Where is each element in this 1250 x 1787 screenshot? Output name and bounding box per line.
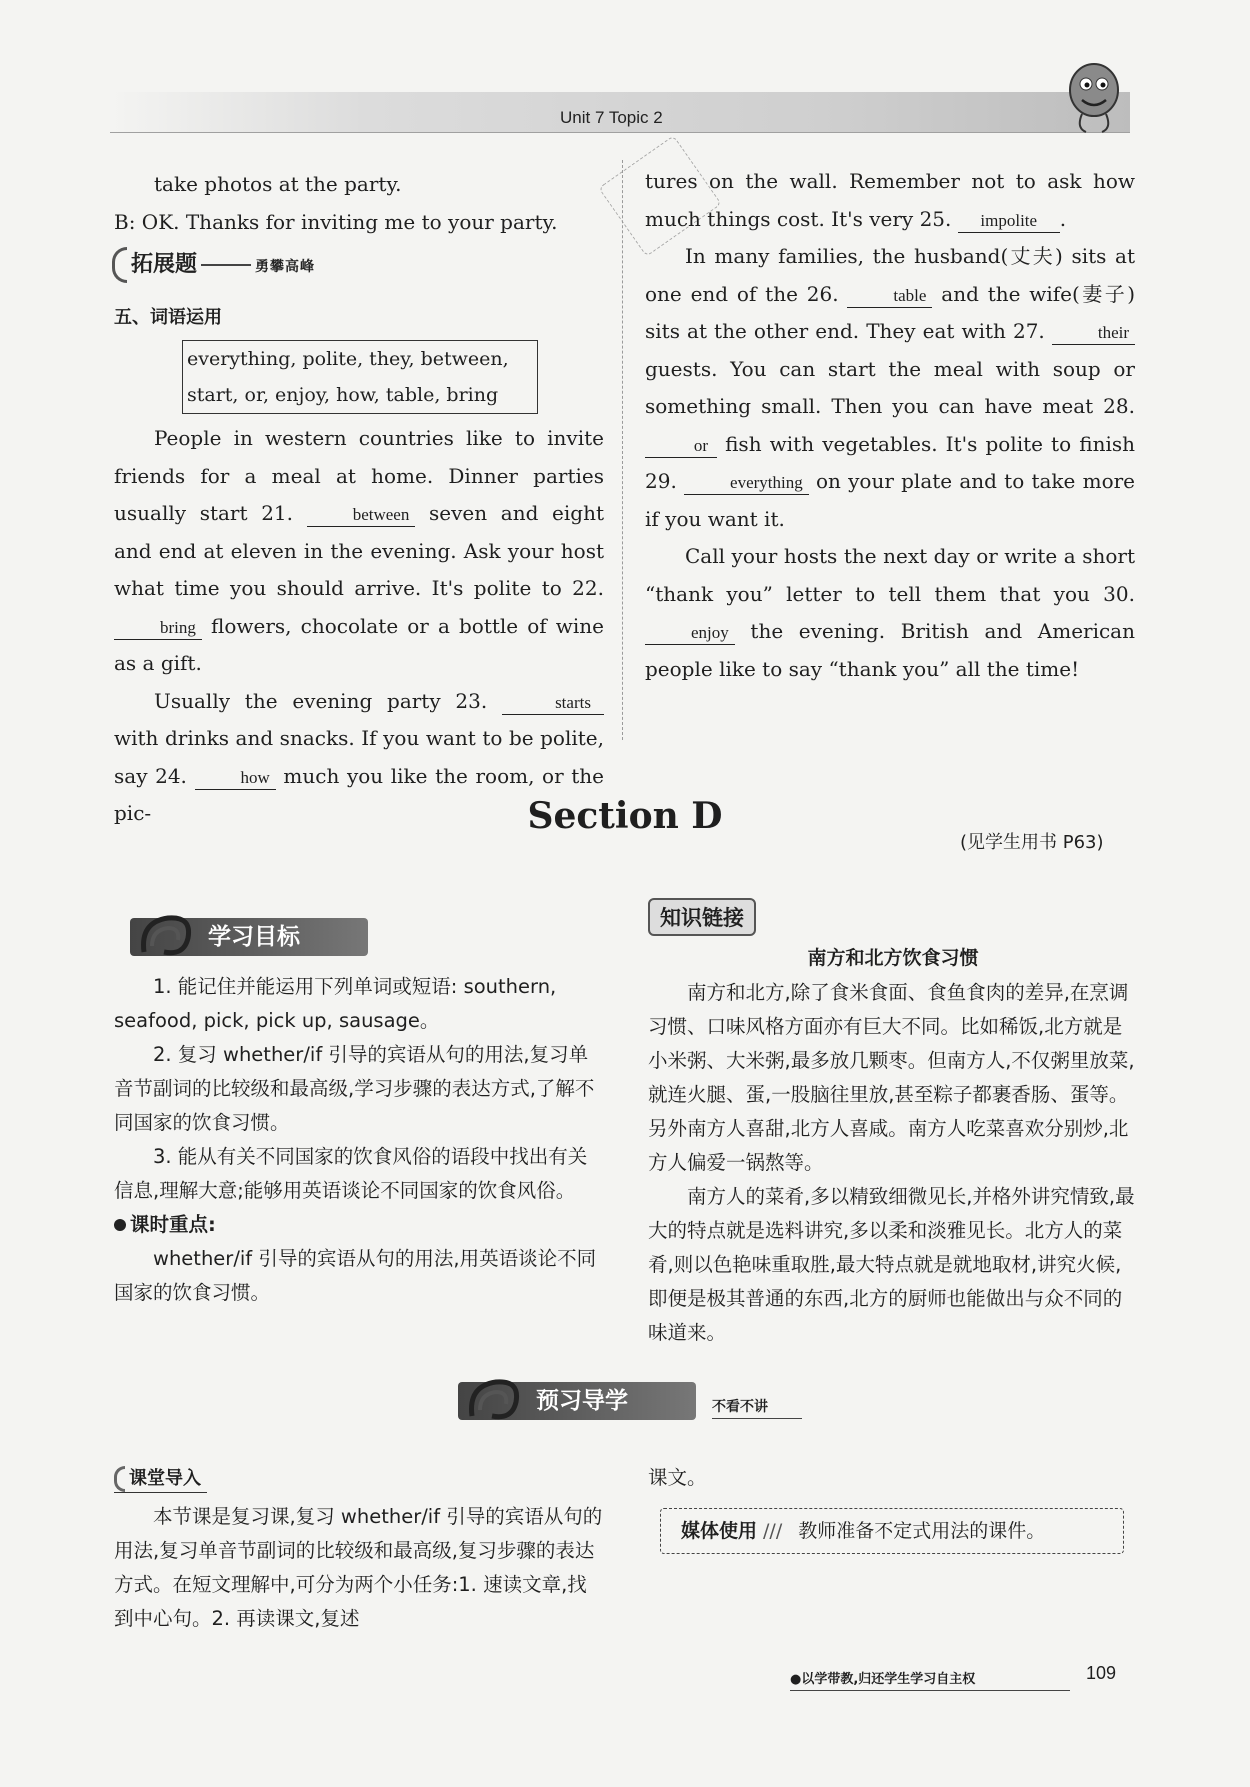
swirl-icon — [466, 1376, 522, 1426]
goal-item: 3. 能从有关不同国家的饮食风俗的语段中找出有关信息,理解大意;能够用英语谈论不同国家的饮食风俗。 — [114, 1145, 588, 1202]
passage-text: Call your hosts the next day or write a short “thank you” letter to tell them that you 30. — [645, 544, 1135, 606]
mascot-icon — [1062, 56, 1126, 136]
section-reference: (见学生用书 P63) — [960, 832, 1104, 853]
answer-blank-25: impolite — [958, 210, 1060, 233]
knowledge-paragraph: 南方人的菜肴,多以精致细微见长,并格外讲究情致,最大的特点就是选料讲究,多以柔和淡雅见长。北方人的菜肴,则以色艳味重取胜,最大特点就是就地取材,讲究火候,即便是极其普通的东西,北方的厨师也能做出与众不同的味道来。 — [648, 1185, 1135, 1344]
passage-text: guests. You can start the meal with soup or something small. Then you can have meat 28. — [645, 356, 1135, 418]
goal-item: 1. 能记住并能运用下列单词或短语: southern, seafood, pick, pick up, sausage。 — [114, 975, 557, 1032]
media-usage-box — [660, 1508, 1124, 1554]
word-box-line: everything, polite, they, between, — [187, 348, 509, 370]
media-usage-label: 媒体使用 — [681, 1520, 758, 1542]
extension-subtitle: 勇攀高峰 — [255, 259, 316, 275]
passage-text: much you like the room, or the pic- — [114, 763, 605, 825]
passage-paragraph: tures on the wall. Remember not to ask how much things cost. It's very 25. impolite . — [645, 169, 1135, 231]
answer-blank-28: or — [645, 435, 717, 458]
bracket-icon — [114, 1466, 125, 1492]
answer-blank-26: table — [847, 285, 932, 308]
passage-paragraph — [645, 238, 1135, 538]
passage-text: tures on the wall. Remember not to ask how much things cost. It's very 25. — [645, 169, 1135, 231]
passage-paragraph — [645, 538, 1135, 688]
class-intro-heading — [114, 1464, 207, 1493]
learning-goals-banner — [130, 918, 368, 956]
slash-icon: /// — [763, 1520, 783, 1542]
text-line: B: OK. Thanks for inviting me to your party. — [114, 209, 558, 234]
learning-goals-title: 学习目标 — [208, 924, 300, 950]
passage-text: with drinks and snacks. If you want to be polite, say 24. — [114, 726, 604, 788]
class-intro-title: 课堂导入 — [129, 1468, 201, 1489]
knowledge-paragraph: 南方和北方,除了食米食面、食鱼食肉的差异,在烹调习惯、口味风格方面亦有巨大不同。比如稀饭,北方就是小米粥、大米粥,最多放几颗枣。但南方人,不仅粥里放菜,就连火腿、蛋,一股脑往里放,甚至粽子都裹香肠、蛋等。另外南方人喜甜,北方人喜咸。南方人吃菜喜欢分别炒,北方人偏爱一锅熬等。 — [648, 981, 1135, 1174]
passage-text: and the wife(妻子) sits at the other end. They eat with 27. — [645, 281, 1136, 343]
knowledge-text — [648, 976, 1138, 1350]
answer-blank-24: how — [195, 767, 276, 790]
knowledge-title: 南方和北方饮食习惯 — [807, 947, 979, 969]
answer-blank-21: between — [307, 504, 416, 527]
class-intro-text — [114, 1500, 604, 1636]
footer-line — [790, 1690, 1070, 1691]
left-column-top — [114, 166, 604, 241]
extension-title: 拓展题 — [131, 252, 198, 277]
focus-heading — [114, 1208, 604, 1242]
passage-paragraph — [114, 420, 604, 683]
dash-line — [201, 264, 251, 266]
word-box-line: start, or, enjoy, how, table, bring — [187, 384, 499, 406]
bracket-icon — [112, 247, 127, 283]
preview-note: 不看不讲 — [712, 1396, 802, 1419]
answer-blank-27: their — [1052, 322, 1135, 345]
answer-blank-22: bring — [114, 617, 202, 640]
passage-text: People in western countries like to invite friends for a meal at home. Dinner parties usually start 21. — [114, 426, 604, 525]
passage-text: Usually the evening party 23. — [154, 688, 488, 713]
learning-goals-text — [114, 970, 604, 1310]
goal-item: 2. 复习 whether/if 引导的宾语从句的用法,复习单音节副词的比较级和最高级,学习步骤的表达方式,了解不同国家的饮食习惯。 — [114, 1043, 595, 1134]
passage-text: the evening. British and American people like to say “thank you” all the time! — [645, 619, 1135, 681]
passage-left — [114, 420, 604, 833]
passage-text: seven and eight and end at eleven in the evening. Ask your host what time you should arrive. It's polite to 22. — [114, 501, 605, 600]
swirl-icon — [138, 912, 194, 962]
column-divider — [622, 160, 623, 740]
preview-title: 预习导学 — [536, 1388, 628, 1414]
section-title: Section D — [527, 795, 723, 837]
passage-text: flowers, chocolate or a bottle of wine as a gift. — [114, 613, 605, 675]
class-intro-paragraph: 本节课是复习课,复习 whether/if 引导的宾语从句的用法,复习单音节副词的比较级和最高级,复习步骤的表达方式。在短文理解中,可分为两个小任务:1. 速读文章,找到中心句。2. 再读课文,复述 — [114, 1505, 603, 1630]
extension-heading — [112, 247, 315, 283]
passage-text: In many families, the husband(丈夫) sits at one end of the 26. — [645, 244, 1135, 306]
media-usage-text: 教师准备不定式用法的课件。 — [798, 1520, 1046, 1542]
passage-right — [645, 163, 1135, 688]
answer-blank-30: enjoy — [645, 622, 735, 645]
passage-text: on your plate and to take more if you want it. — [645, 469, 1136, 531]
answer-blank-23: starts — [502, 692, 604, 715]
bullet-icon — [114, 1219, 126, 1231]
class-intro-continued: 课文。 — [648, 1466, 707, 1489]
text-line: take photos at the party. — [154, 172, 402, 196]
exercise-title: 五、词语运用 — [114, 307, 222, 328]
page-number: 109 — [1086, 1663, 1117, 1683]
focus-text: whether/if 引导的宾语从句的用法,用英语谈论不同国家的饮食习惯。 — [114, 1247, 597, 1304]
knowledge-link-tag: 知识链接 — [648, 898, 756, 936]
preview-banner — [458, 1382, 696, 1420]
passage-text: fish with vegetables. It's polite to finish 29. — [645, 431, 1135, 493]
answer-blank-29: everything — [684, 472, 809, 495]
word-box — [182, 340, 538, 414]
focus-heading-text: 课时重点: — [130, 1213, 216, 1236]
footer-motto: ●以学带教,归还学生学习自主权 — [790, 1672, 976, 1687]
unit-topic-label: Unit 7 Topic 2 — [560, 108, 663, 127]
